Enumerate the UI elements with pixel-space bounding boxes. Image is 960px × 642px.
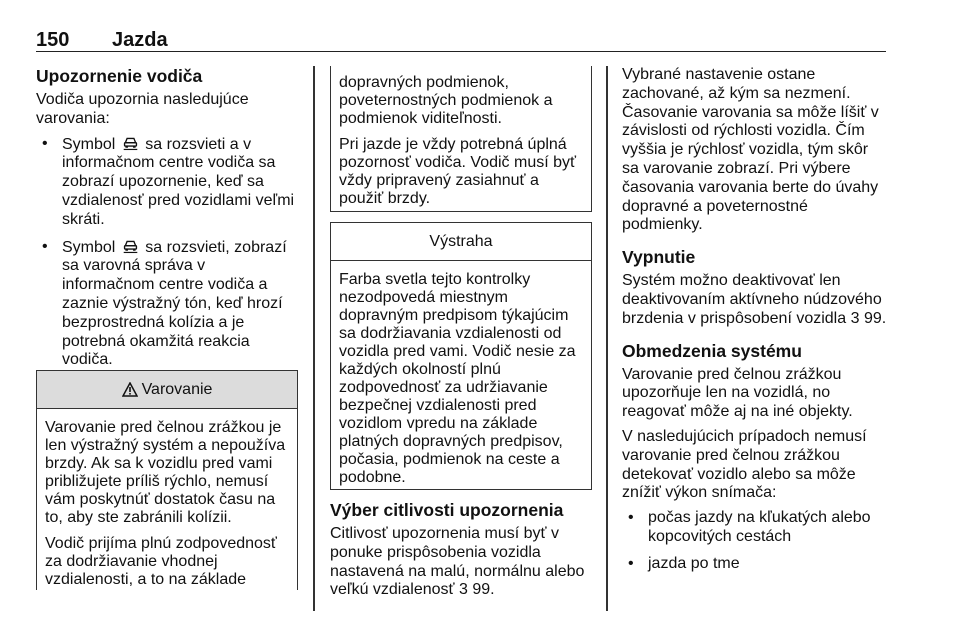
section-heading: Výber citlivosti upozornenia	[330, 500, 564, 520]
caution-box	[330, 222, 592, 490]
caution-box-body	[331, 261, 591, 503]
intro-text: Vodiča upozornia nasledujúce varovania:	[36, 91, 249, 127]
caution-box-title: Výstraha	[429, 232, 493, 250]
list-item	[622, 509, 888, 547]
column-divider	[313, 66, 315, 611]
warning-box-continued-body	[331, 66, 591, 224]
list-item-post: sa rozsvieti, zobrazí sa varovná správa v informačnom centre vodiča a zaznie výstražný tón, keď hrozí bezprostredná kolízia a je potrebná okamžitá reakcia vodiča.	[62, 238, 287, 369]
page-ref[interactable]: 99.	[472, 581, 495, 599]
page-number: 150	[36, 29, 70, 51]
column-1	[36, 66, 298, 378]
chapter-title: Jazda	[112, 29, 168, 51]
body-text: Vybrané nastavenie ostane zachované, až kým sa nezmení. Časovanie varovania sa môže líšiť v závislosti od rýchlosti vozidla. Čím vyššia je rýchlosť vozidla, tým skôr sa varovanie zobrazí. Pri výbere časovania varovania berte do úvahy dopravné a poveternostné podmienky.	[622, 66, 879, 234]
list-item-pre: Symbol	[62, 135, 116, 153]
list-item-pre: Symbol	[62, 238, 116, 256]
car-warning-icon	[122, 135, 139, 152]
body-text: Varovanie pred čelnou zrážkou upozorňuje len na vozidlá, no reagovať môže aj na iné objekty.	[622, 365, 853, 421]
bullet: •	[42, 237, 48, 255]
warning-text: Pri jazde je vždy potrebná úplná pozornosť vodiča. Vodič musí byť vždy pripravený zasiahnuť a použiť brzdy.	[339, 136, 577, 207]
warning-box-title: Varovanie	[141, 380, 213, 398]
column-divider	[606, 66, 608, 611]
warning-box	[36, 370, 298, 590]
column-3	[622, 66, 888, 582]
section-heading: Upozornenie vodiča	[36, 66, 203, 86]
page-ref[interactable]: 99.	[863, 309, 887, 327]
column-2-section	[330, 500, 592, 606]
caution-box-header	[331, 223, 591, 261]
section-heading: Obmedzenia systému	[622, 340, 802, 361]
bullet-list	[622, 509, 888, 573]
page-ref-arrow-icon: 3	[458, 581, 468, 599]
list-item	[622, 555, 888, 574]
list-item-text: jazda po tme	[648, 554, 740, 572]
warning-text: Vodič prijíma plnú zodpovednosť za dodržiavanie vhodnej vzdialenosti, a to na základe	[45, 535, 277, 588]
list-item	[36, 135, 298, 230]
warning-triangle-icon	[122, 382, 138, 397]
warning-text: dopravných podmienok, poveternostných podmienok a podmienok viditeľnosti.	[339, 74, 553, 127]
bullet: •	[628, 554, 634, 572]
bullet-list	[36, 135, 298, 371]
warning-text: Varovanie pred čelnou zrážkou je len výstražný systém a nepoužíva brzdy. Ak sa k vozidlu pred vami približujete príliš rýchlo, nemusí vám poskytnúť dostatok času na to, aby ste zabránili kolízii.	[45, 419, 286, 526]
body-text	[330, 525, 592, 600]
warning-box-header	[37, 371, 297, 409]
warning-box-continued	[330, 66, 592, 212]
caution-text: Farba svetla tejto kontrolky nezodpovedá miestnym dopravným predpisom týkajúcim sa dodržiavania vzdialenosti od vozidla pred vami. Vodič nesie za každých okolností plnú zodpovednosť za udržiavanie bezpečnej vzdialenosti pred vozidlom vpredu na základe platných dopravných predpisov, počasia, podmienok na ceste a podobne.	[339, 271, 576, 486]
bullet: •	[42, 134, 48, 152]
body-text-span: Citlivosť upozornenia musí byť v ponuke prispôsobenia vozidla nastavená na malú, normálnu alebo veľkú vzdialenosť	[330, 525, 585, 599]
page-header	[36, 30, 886, 52]
bullet: •	[628, 509, 634, 527]
list-item-text: počas jazdy na kľukatých alebo kopcovitých cestách	[648, 509, 871, 545]
list-item	[36, 238, 298, 371]
section-heading: Vypnutie	[622, 247, 696, 268]
car-warning-icon	[122, 238, 139, 255]
list-item-post: sa rozsvieti a v informačnom centre vodiča sa zobrazí upozornenie, keď sa vzdialenosť pred vozidlami veľmi skráti.	[62, 135, 295, 228]
warning-box-body	[37, 409, 297, 605]
page-ref-arrow-icon: 3	[850, 309, 860, 327]
body-text	[622, 272, 888, 328]
body-text: V nasledujúcich prípadoch nemusí varovanie pred čelnou zrážkou detekovať vozidlo alebo sa môže znížiť výkon snímača:	[622, 427, 867, 502]
body-text-span: Systém možno deaktivovať len deaktivovaním aktívneho núdzového brzdenia v prispôsobení vozidla	[622, 272, 882, 327]
